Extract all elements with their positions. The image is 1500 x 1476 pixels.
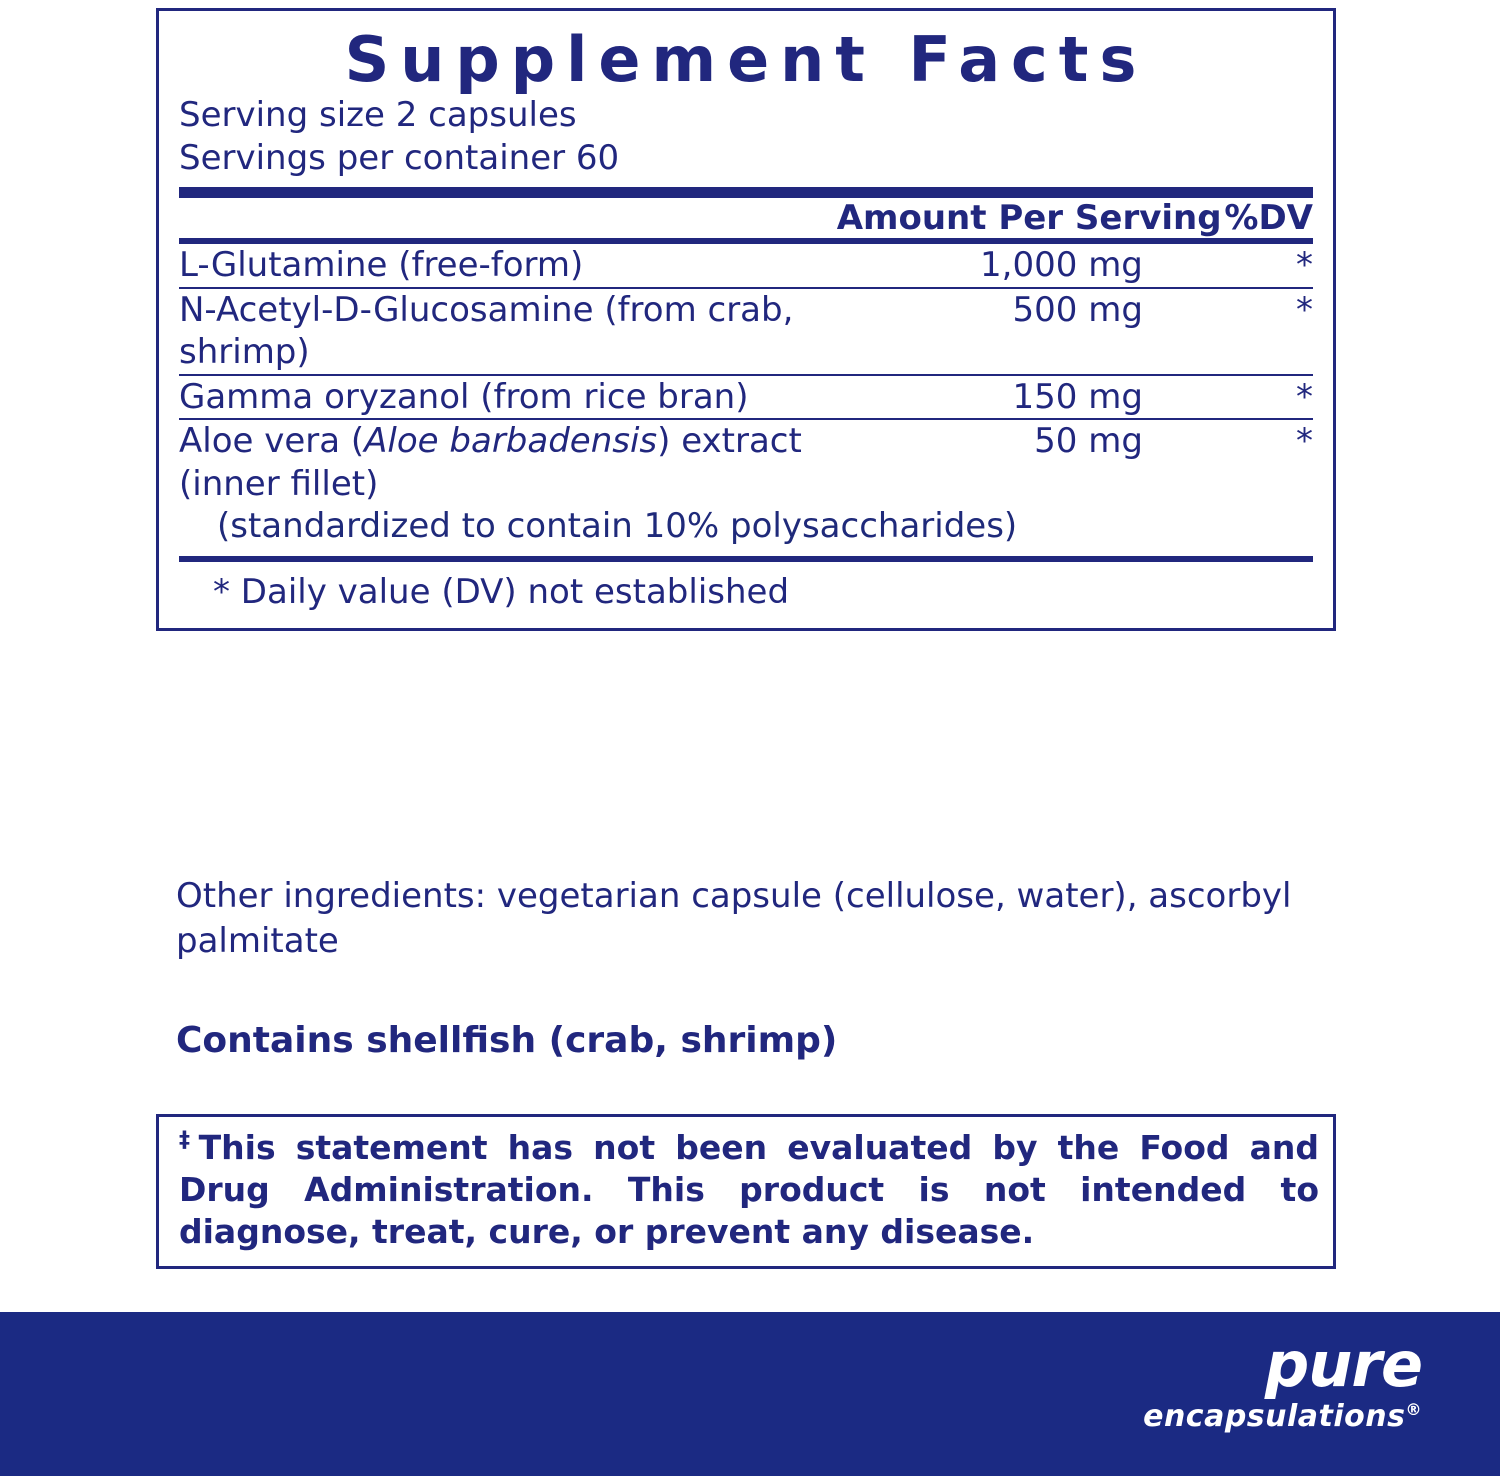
ingredient-name: L-Glutamine (free-form) — [179, 245, 584, 286]
ingredient-amount: 150 mg — [1012, 376, 1143, 417]
aloe-name-prefix: Aloe vera ( — [179, 421, 365, 462]
daily-value-footnote: * Daily value (DV) not established — [213, 571, 790, 612]
table-row — [179, 420, 1313, 505]
other-ingredients-text: Other ingredients: vegetarian capsule (cellulose, water), ascorbyl palmitate — [176, 876, 1292, 962]
table-row-sub — [179, 505, 1313, 556]
brand-logo — [1143, 1328, 1422, 1434]
header-percent-dv: %DV — [1224, 198, 1313, 239]
ingredient-name: N-Acetyl-D-Glucosamine (from crab, shrimp) — [179, 289, 794, 373]
brand-name-secondary — [1143, 1399, 1422, 1434]
allergen-statement: Contains shellfish (crab, shrimp) — [176, 1020, 838, 1061]
brand-name-primary: pure — [1264, 1328, 1422, 1401]
aloe-standardization-text: (standardized to contain 10% polysaccharides) — [217, 506, 1018, 547]
aloe-name-suffix: ) extract (inner fillet) — [179, 421, 802, 504]
ingredient-amount: 50 mg — [1034, 421, 1143, 462]
registered-trademark-icon: ® — [1405, 1400, 1422, 1419]
ingredient-dv: * — [1296, 245, 1313, 286]
disclaimer-text: This statement has not been evaluated by the Food and Drug Administration. This product is not intended to diagnose, treat, cure, or prevent any disease. — [179, 1128, 1319, 1252]
header-blank — [179, 198, 837, 238]
table-row — [179, 376, 1313, 419]
supplement-facts-table — [179, 198, 1313, 238]
header-amount-per-serving: Amount Per Serving — [836, 198, 1222, 239]
ingredient-amount: 500 mg — [1012, 289, 1143, 330]
serving-size-text: Serving size 2 capsules — [179, 95, 577, 136]
ingredient-rows-4 — [179, 420, 1313, 556]
aloe-latin-name: Aloe barbadensis — [364, 421, 658, 462]
ingredient-name: Gamma oryzanol (from rice bran) — [179, 376, 749, 417]
page-title: Supplement Facts — [344, 23, 1148, 96]
ingredient-standardization-note — [179, 505, 1313, 556]
disclaimer-marker: ‡ — [179, 1128, 199, 1153]
table-row — [179, 244, 1313, 287]
ingredient-rows-3 — [179, 376, 1313, 419]
ingredient-dv: * — [1296, 376, 1313, 417]
fda-disclaimer-box — [156, 1114, 1336, 1269]
servings-per-container-text: Servings per container 60 — [179, 137, 620, 178]
supplement-facts-panel — [156, 8, 1336, 631]
ingredient-name-aloe — [179, 420, 837, 505]
table-header-row — [179, 198, 1313, 238]
ingredient-dv: * — [1296, 289, 1313, 330]
table-row — [179, 289, 1313, 374]
ingredient-rows — [179, 244, 1313, 287]
ingredient-rows-2 — [179, 289, 1313, 374]
ingredient-amount: 1,000 mg — [980, 245, 1143, 286]
ingredient-dv: * — [1296, 421, 1313, 462]
brand-footer-bar — [0, 1312, 1500, 1476]
brand-secondary-text: encapsulations — [1143, 1399, 1406, 1434]
divider-thick-top — [179, 187, 1313, 198]
